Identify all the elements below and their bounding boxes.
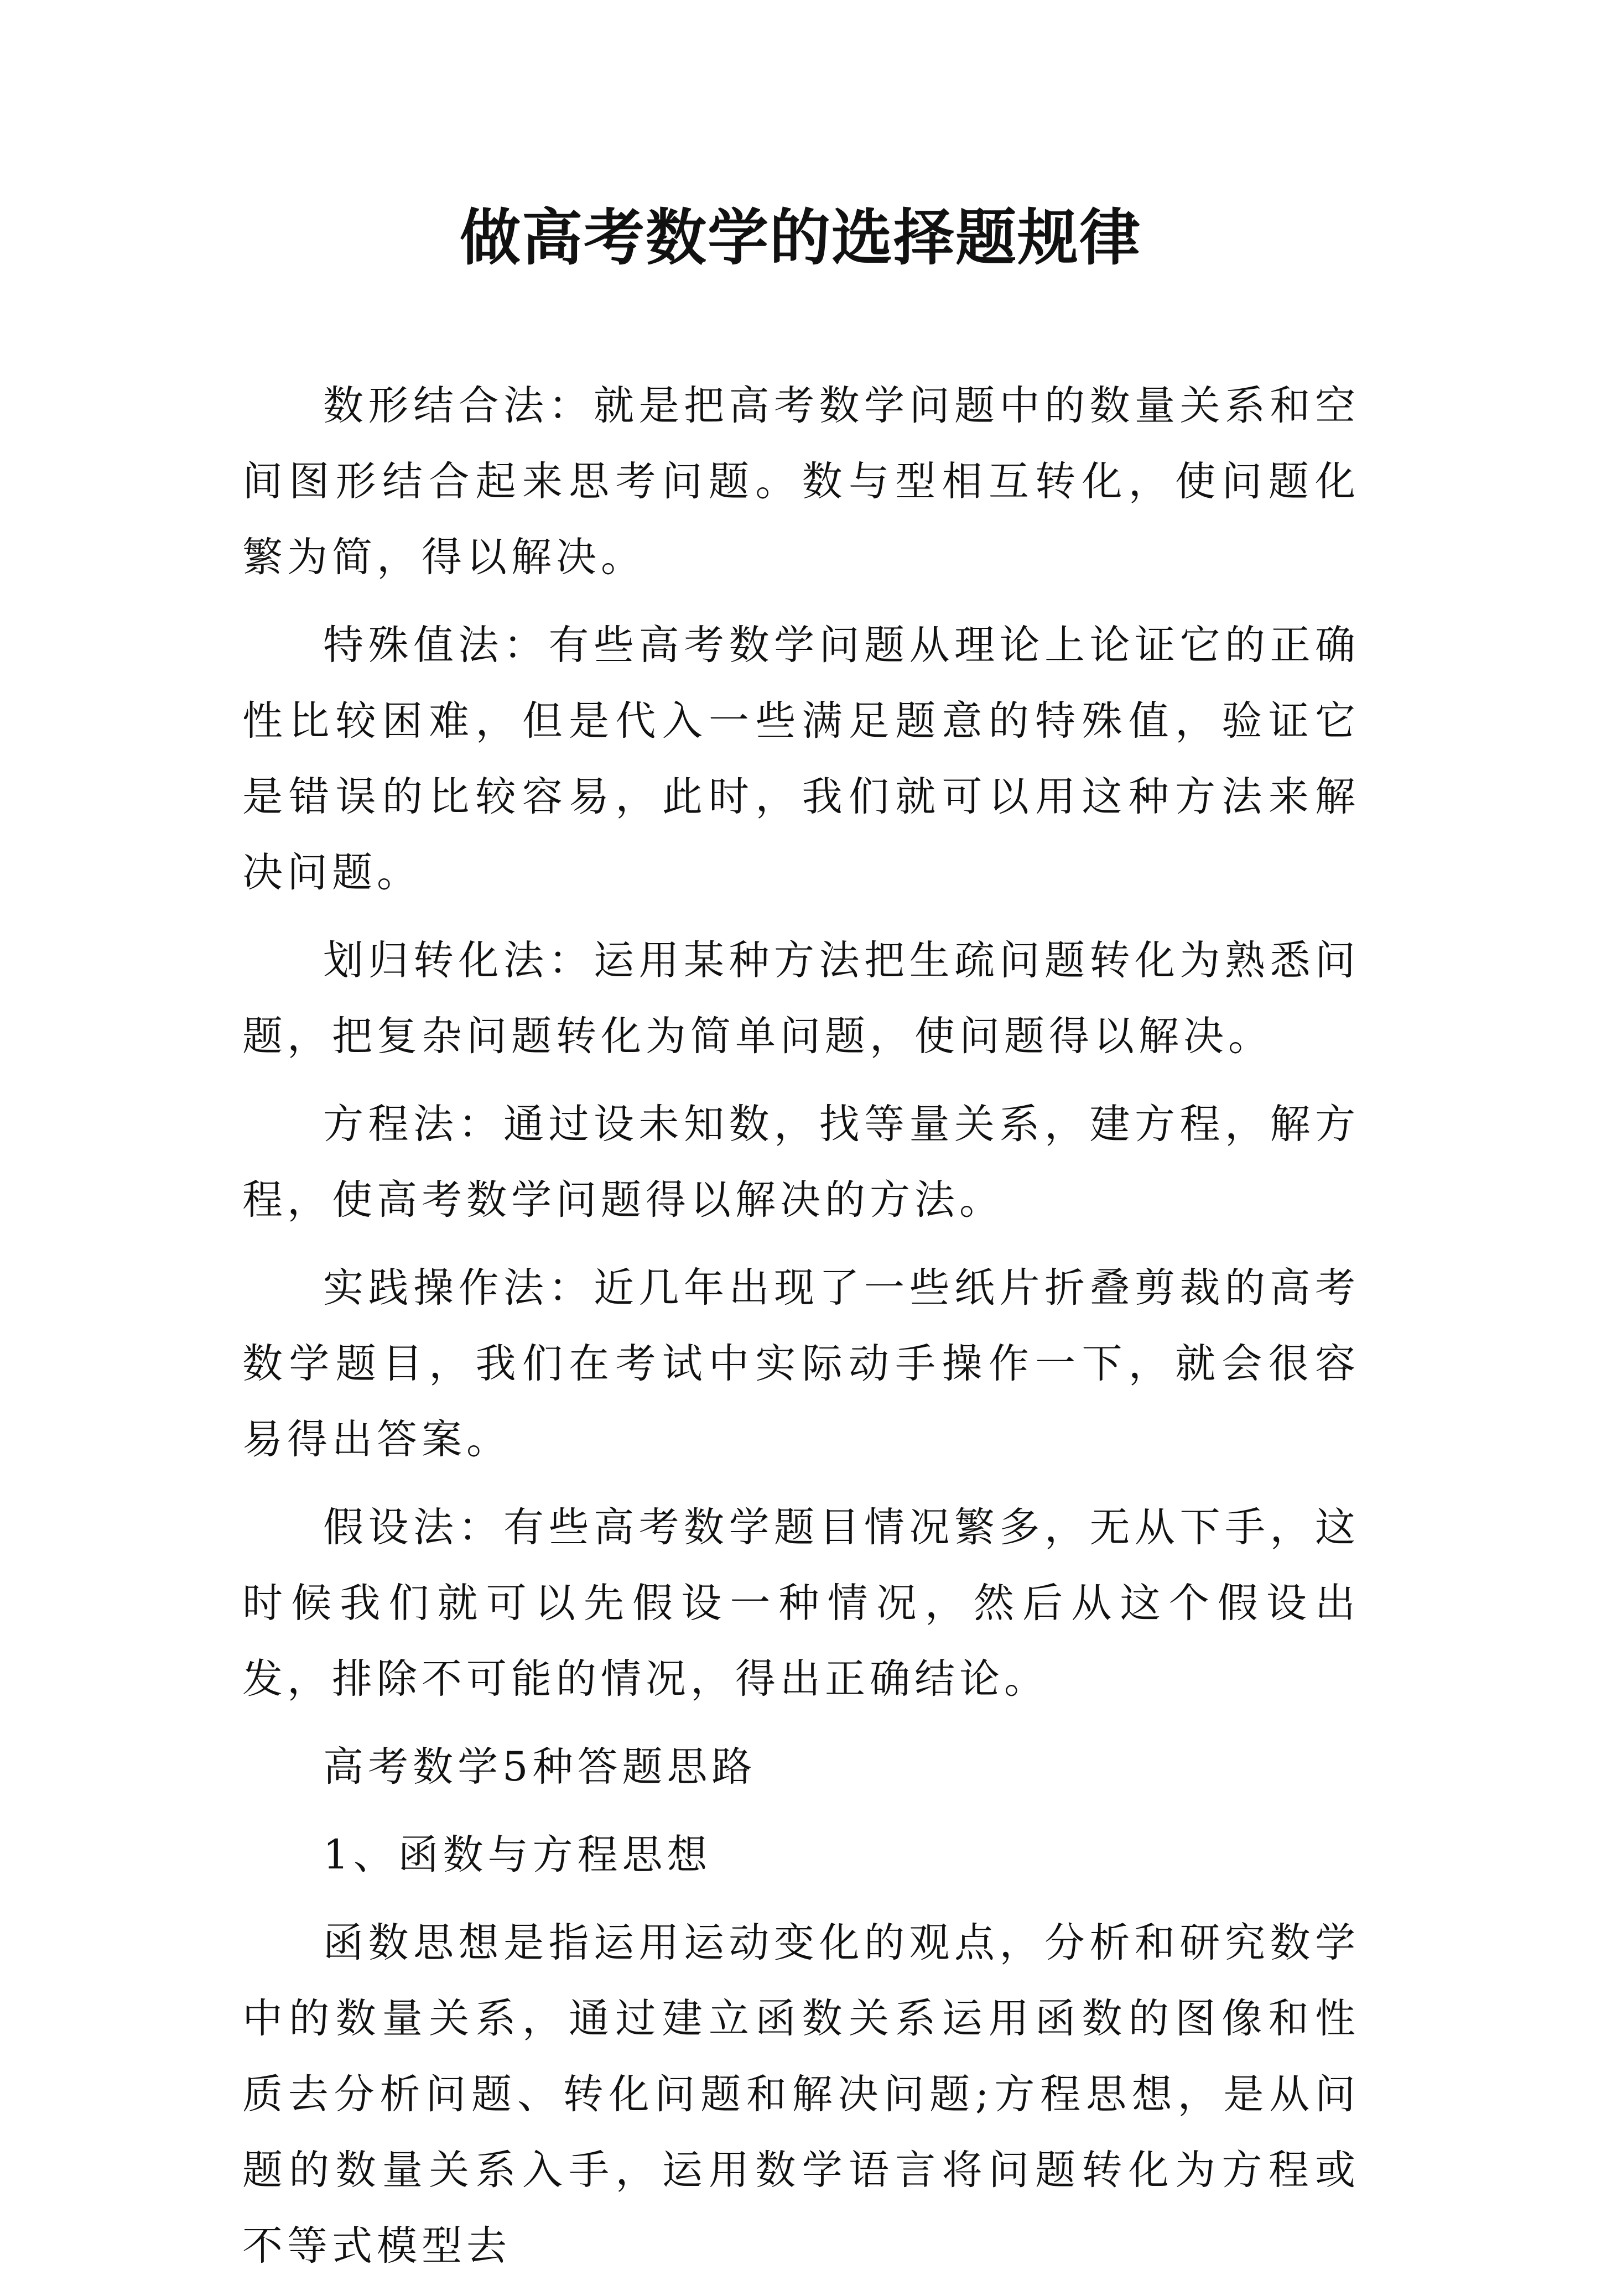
section-heading-five-approaches: 高考数学5种答题思路	[323, 1743, 757, 1790]
paragraph-special-value-method: 特殊值法：有些高考数学问题从理论上论证它的正确性比较困难，但是代入一些满足题意的特殊值，验证它是错误的比较容易，此时，我们就可以用这种方法来解决问题。	[242, 622, 1360, 896]
paragraph-equation-method: 方程法：通过设未知数，找等量关系，建方程，解方程，使高考数学问题得以解决的方法。	[242, 1101, 1360, 1224]
paragraph-shape-number-method: 数形结合法：就是把高考数学问题中的数量关系和空间图形结合起来思考问题。数与型相互转化，使问题化繁为简，得以解决。	[242, 382, 1360, 581]
paragraph-reduction-method: 划归转化法：运用某种方法把生疏问题转化为熟悉问题，把复杂问题转化为简单问题，使问题得以解决。	[242, 937, 1360, 1060]
paragraph-function-thinking: 函数思想是指运用运动变化的观点，分析和研究数学中的数量关系，通过建立函数关系运用函数的图像和性质去分析问题、转化问题和解决问题;方程思想，是从问题的数量关系入手，运用数学语言将问题转化为方程或不等式模型去	[242, 1919, 1360, 2269]
paragraph-assumption-method: 假设法：有些高考数学题目情况繁多，无从下手，这时候我们就可以先假设一种情况，然后从这个假设出发，排除不可能的情况，得出正确结论。	[242, 1504, 1360, 1703]
subheading-function-equation: 1、函数与方程思想	[323, 1831, 712, 1878]
document-title: 做高考数学的选择题规律	[460, 202, 1141, 273]
document-body	[242, 368, 1360, 2296]
paragraph-practical-operation-method: 实践操作法：近几年出现了一些纸片折叠剪裁的高考数学题目，我们在考试中实际动手操作一下，就会很容易得出答案。	[242, 1264, 1360, 1463]
